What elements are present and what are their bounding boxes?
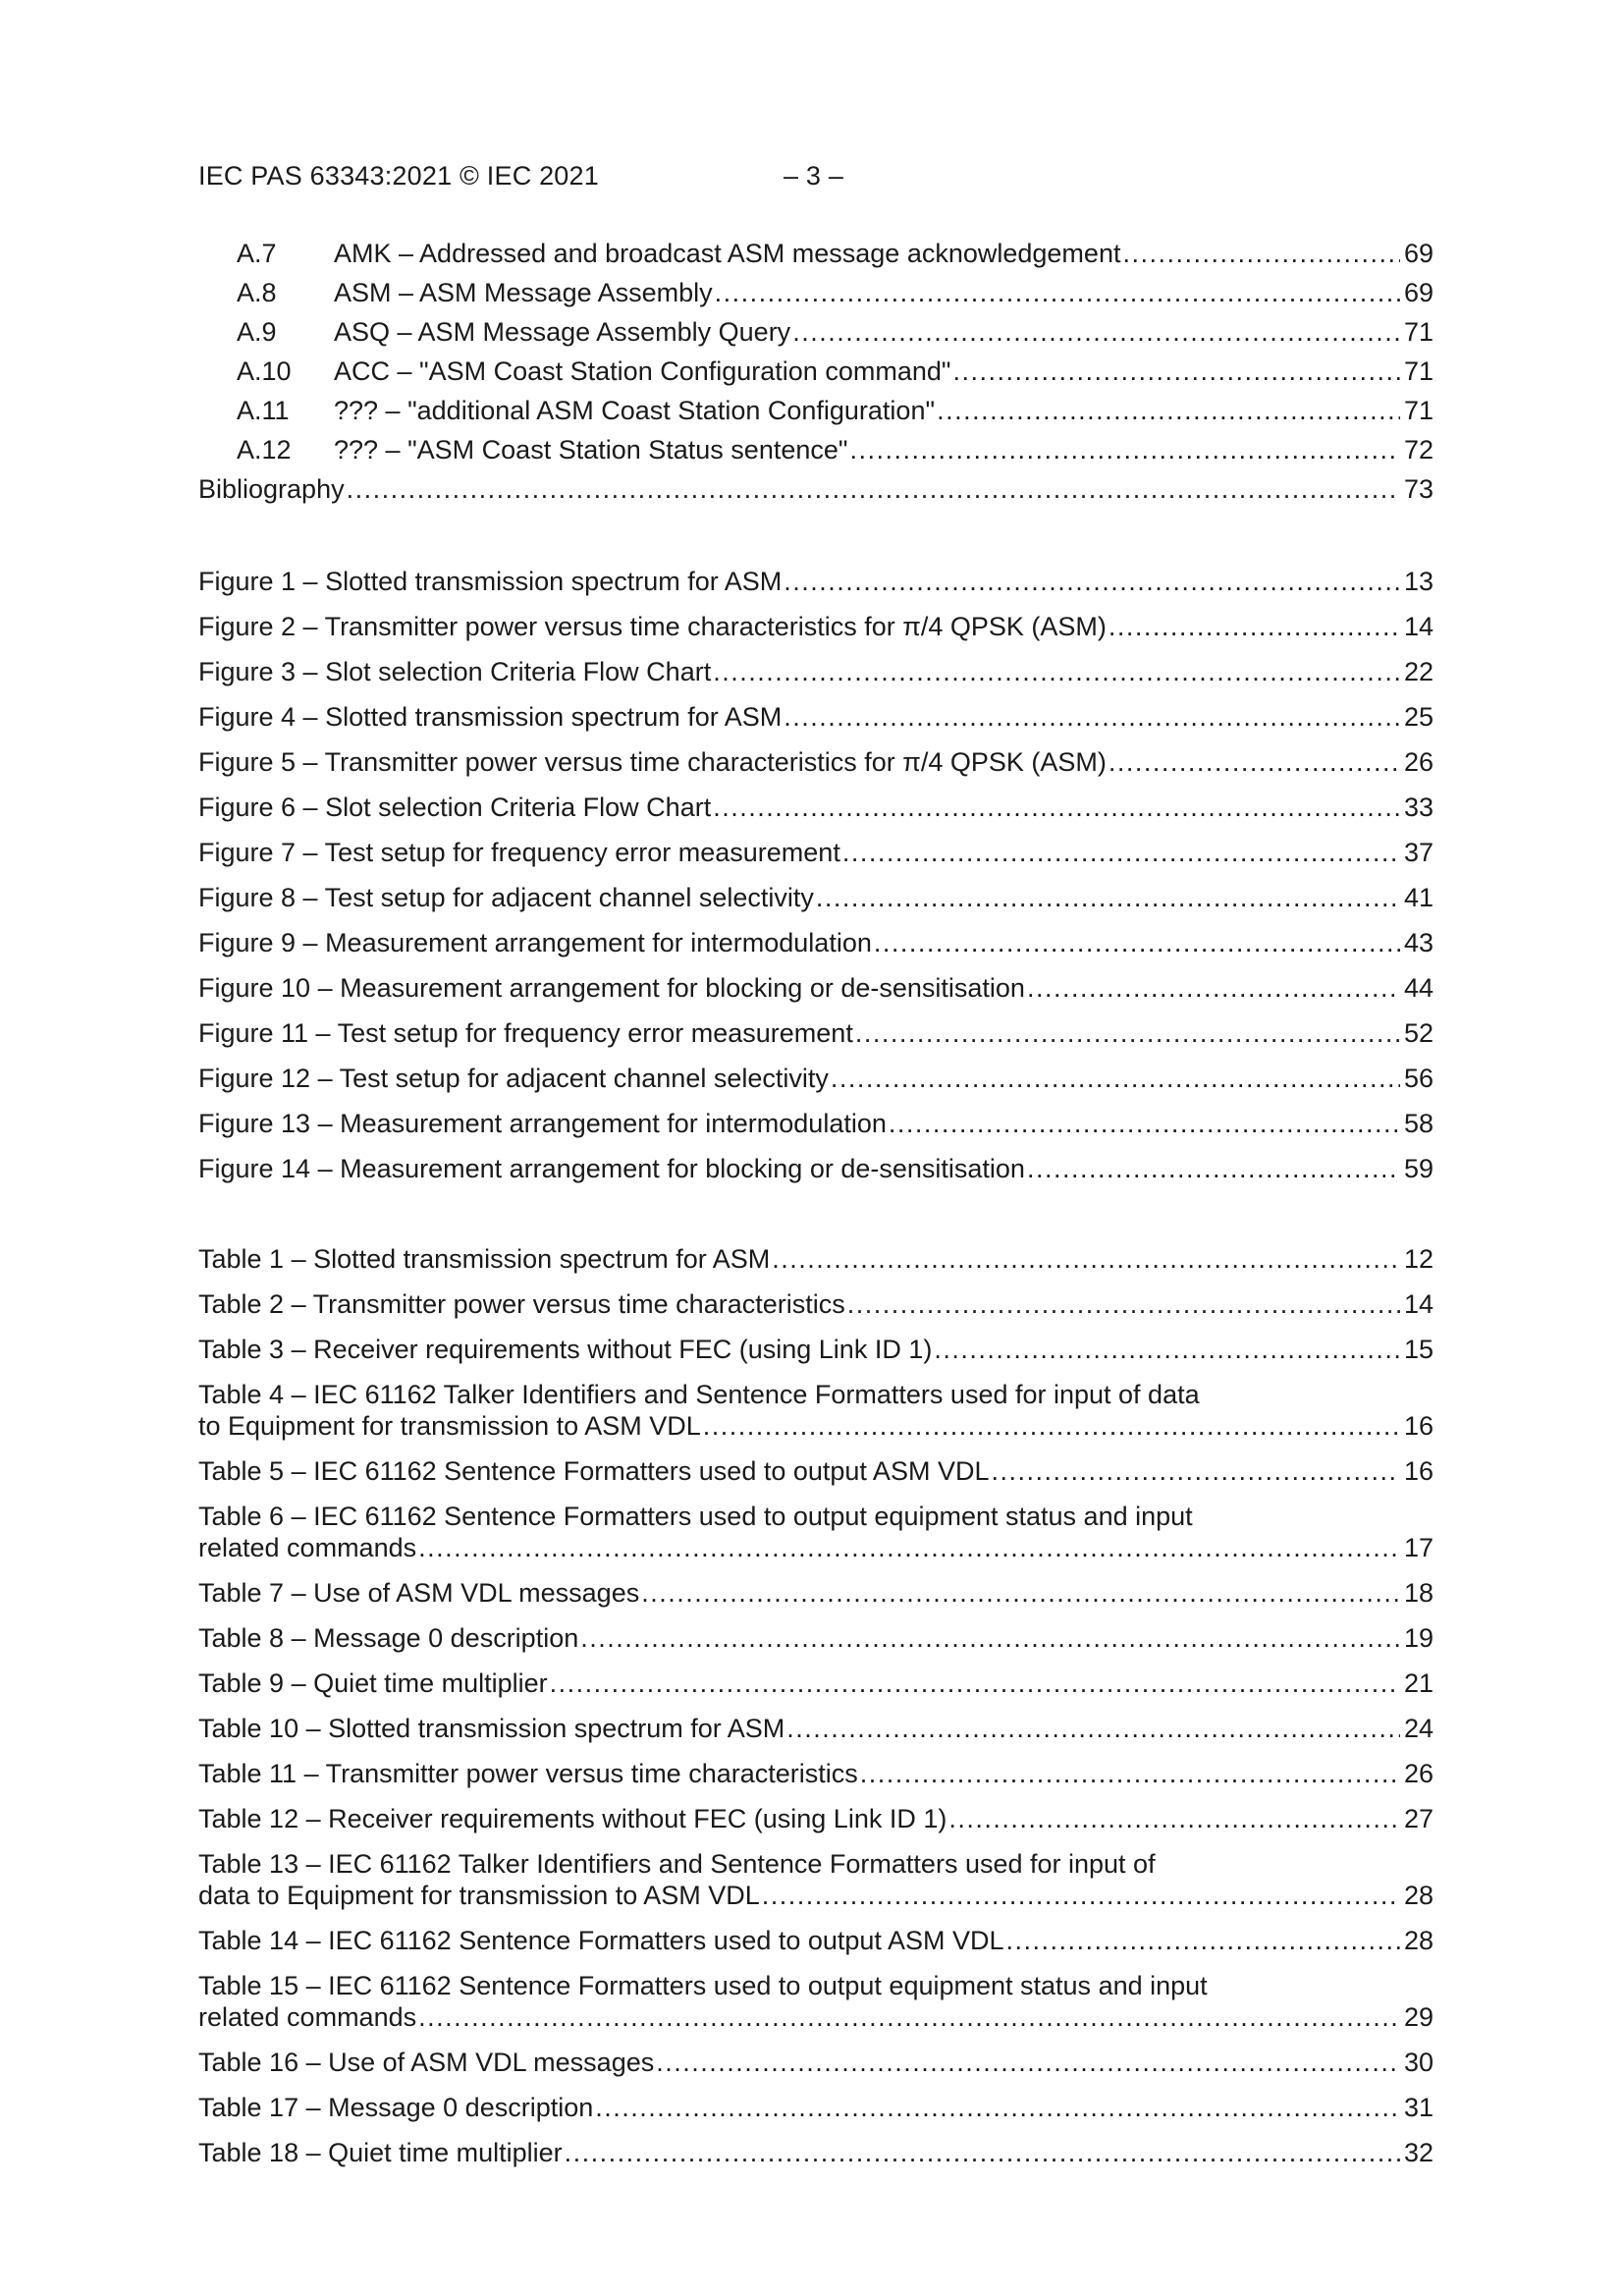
table-entry-title: data to Equipment for transmission to ASM VDL xyxy=(198,1881,760,1910)
table-entry-title: Table 9 – Quiet time multiplier xyxy=(198,1668,548,1698)
table-entry-title: Table 12 – Receiver requirements without FEC (using Link ID 1) xyxy=(198,1804,947,1833)
figure-entry-title: Figure 4 – Slotted transmission spectrum for ASM xyxy=(198,702,783,732)
dot-leader xyxy=(772,1243,1400,1275)
table-list-entry[interactable] xyxy=(198,1970,1434,2033)
dot-leader xyxy=(715,277,1400,308)
dot-leader xyxy=(418,2001,1400,2033)
figure-entry-page: 26 xyxy=(1403,747,1434,777)
toc-entry-title: ACC – "ASM Coast Station Configuration command" xyxy=(334,356,951,386)
toc-entry-a8[interactable] xyxy=(198,277,1434,308)
figure-entry-title: Figure 2 – Transmitter power versus time characteristics for π/4 QPSK (ASM) xyxy=(198,612,1107,641)
table-entry-page: 30 xyxy=(1403,2048,1434,2077)
figure-entry-page: 52 xyxy=(1403,1018,1434,1048)
dot-leader xyxy=(656,2047,1400,2078)
toc-entry-title: ASQ – ASM Message Assembly Query xyxy=(334,317,791,347)
table-entry-title: Table 16 – Use of ASM VDL messages xyxy=(198,2048,655,2077)
dot-leader xyxy=(937,395,1400,426)
toc-entry-number: A.11 xyxy=(237,396,290,425)
table-entry-page: 26 xyxy=(1403,1759,1434,1788)
table-list-entry[interactable] xyxy=(198,1334,1434,1365)
dot-leader xyxy=(565,2137,1400,2168)
dot-leader xyxy=(952,355,1400,387)
toc-entry-page: 71 xyxy=(1403,317,1434,347)
dot-leader xyxy=(948,1803,1400,1834)
toc-entry-number: A.9 xyxy=(237,317,277,347)
table-entry-page: 16 xyxy=(1403,1411,1434,1441)
dot-leader xyxy=(1122,238,1399,269)
toc-entry-a9[interactable] xyxy=(198,316,1434,348)
dot-leader xyxy=(713,656,1400,687)
figure-entry-title: Figure 11 – Test setup for frequency error measurement xyxy=(198,1018,853,1048)
table-entry-page: 18 xyxy=(1403,1578,1434,1608)
table-entry-title-line1: Table 13 – IEC 61162 Talker Identifiers and Sentence Formatters used for input of xyxy=(198,1849,1156,1879)
header-page-number: – 3 – xyxy=(784,161,844,191)
table-entry-page: 14 xyxy=(1403,1289,1434,1319)
dot-leader xyxy=(550,1667,1400,1699)
figure-list-entry[interactable] xyxy=(198,792,1434,823)
table-entry-page: 31 xyxy=(1403,2093,1434,2122)
toc-entry-number: A.7 xyxy=(237,239,277,268)
toc-entry-number: A.8 xyxy=(237,278,277,307)
toc-entry-title: ASM – ASM Message Assembly xyxy=(334,278,713,307)
dot-leader xyxy=(418,1532,1400,1563)
figure-list-entry[interactable] xyxy=(198,882,1434,913)
table-list-entry[interactable] xyxy=(198,2047,1434,2078)
table-entry-title: Table 11 – Transmitter power versus time characteristics xyxy=(198,1759,858,1788)
toc-entry-title: AMK – Addressed and broadcast ASM message acknowledgement xyxy=(334,239,1121,268)
dot-leader xyxy=(713,792,1400,823)
table-entry-title: Table 5 – IEC 61162 Sentence Formatters used to output ASM VDL xyxy=(198,1456,990,1486)
dot-leader xyxy=(889,1108,1400,1139)
figure-list-entry[interactable] xyxy=(198,972,1434,1004)
figure-list-entry[interactable] xyxy=(198,1153,1434,1184)
table-entry-title: related commands xyxy=(198,2002,417,2032)
toc-entry-a10[interactable] xyxy=(198,355,1434,387)
toc-entry-a11[interactable] xyxy=(198,395,1434,426)
dot-leader xyxy=(1109,746,1400,778)
table-list-entry[interactable] xyxy=(198,1243,1434,1275)
dot-leader xyxy=(1005,1925,1399,1956)
figure-entry-title: Figure 14 – Measurement arrangement for blocking or de-sensitisation xyxy=(198,1154,1025,1183)
toc-entry-number: A.10 xyxy=(237,356,292,386)
figure-entry-title: Figure 10 – Measurement arrangement for blocking or de-sensitisation xyxy=(198,973,1025,1003)
table-entry-title: Table 17 – Message 0 description xyxy=(198,2093,594,2122)
toc-entry-bibliography[interactable] xyxy=(198,473,1434,505)
dot-leader xyxy=(1027,1153,1400,1184)
table-list-entry[interactable] xyxy=(198,1379,1434,1442)
figure-entry-page: 25 xyxy=(1403,702,1434,732)
table-entry-title: Table 2 – Transmitter power versus time characteristics xyxy=(198,1289,845,1319)
dot-leader xyxy=(595,2092,1400,2123)
toc-entry-page: 69 xyxy=(1403,278,1434,307)
dot-leader xyxy=(1027,972,1400,1004)
figure-list-entry[interactable] xyxy=(198,927,1434,958)
figure-entry-title: Figure 9 – Measurement arrangement for intermodulation xyxy=(198,928,872,957)
figure-list-entry[interactable] xyxy=(198,1108,1434,1139)
dot-leader xyxy=(934,1334,1400,1365)
dot-leader xyxy=(1109,611,1400,642)
figure-list-entry[interactable] xyxy=(198,1017,1434,1049)
table-list-entry[interactable] xyxy=(198,1803,1434,1834)
table-entry-page: 21 xyxy=(1403,1668,1434,1698)
dot-leader xyxy=(784,566,1400,597)
toc-entry-page: 73 xyxy=(1403,474,1434,504)
table-entry-title: Table 7 – Use of ASM VDL messages xyxy=(198,1578,640,1608)
table-entry-title: to Equipment for transmission to ASM VDL xyxy=(198,1411,701,1441)
toc-entry-title: ??? – "ASM Coast Station Status sentence" xyxy=(334,435,848,465)
figure-entry-page: 44 xyxy=(1403,973,1434,1003)
table-list-entry[interactable] xyxy=(198,1713,1434,1744)
figure-list-entry[interactable] xyxy=(198,1063,1434,1094)
dot-leader xyxy=(347,473,1400,505)
table-entry-page: 19 xyxy=(1403,1623,1434,1653)
figure-entry-title: Figure 5 – Transmitter power versus time characteristics for π/4 QPSK (ASM) xyxy=(198,747,1107,777)
dot-leader xyxy=(874,927,1400,958)
dot-leader xyxy=(847,1288,1400,1320)
dot-leader xyxy=(792,316,1400,348)
figure-entry-page: 41 xyxy=(1403,883,1434,912)
toc-entry-page: 71 xyxy=(1403,396,1434,425)
toc-entry-page: 71 xyxy=(1403,356,1434,386)
toc-entry-title: Bibliography xyxy=(198,474,345,504)
table-entry-title: Table 1 – Slotted transmission spectrum for ASM xyxy=(198,1244,771,1274)
figure-entry-page: 43 xyxy=(1403,928,1434,957)
figure-entry-page: 37 xyxy=(1403,838,1434,867)
table-entry-page: 27 xyxy=(1403,1804,1434,1833)
figure-entry-title: Figure 8 – Test setup for adjacent channel selectivity xyxy=(198,883,814,912)
table-entry-page: 28 xyxy=(1403,1881,1434,1910)
figure-entry-title: Figure 12 – Test setup for adjacent channel selectivity xyxy=(198,1064,829,1093)
dot-leader xyxy=(842,837,1400,868)
table-list-entry[interactable] xyxy=(198,1848,1434,1911)
table-entry-page: 12 xyxy=(1403,1244,1434,1274)
table-entry-title: Table 8 – Message 0 description xyxy=(198,1623,579,1653)
figure-entry-title: Figure 7 – Test setup for frequency error measurement xyxy=(198,838,840,867)
table-list-entry[interactable] xyxy=(198,1925,1434,1956)
dot-leader xyxy=(784,701,1400,733)
header-standard-id: IEC PAS 63343:2021 © IEC 2021 xyxy=(198,161,599,191)
figure-list-entry[interactable] xyxy=(198,611,1434,642)
dot-leader xyxy=(641,1577,1400,1609)
table-list-entry[interactable] xyxy=(198,1758,1434,1789)
table-entry-title-line1: Table 4 – IEC 61162 Talker Identifiers and Sentence Formatters used for input of data xyxy=(198,1380,1200,1409)
figure-list-entry[interactable] xyxy=(198,701,1434,733)
table-entry-page: 17 xyxy=(1403,1533,1434,1562)
table-entry-page: 28 xyxy=(1403,1926,1434,1955)
table-entry-page: 24 xyxy=(1403,1714,1434,1743)
table-entry-page: 16 xyxy=(1403,1456,1434,1486)
figure-entry-page: 14 xyxy=(1403,612,1434,641)
table-list-entry[interactable] xyxy=(198,1288,1434,1320)
table-list-entry[interactable] xyxy=(198,2137,1434,2168)
figure-list-entry[interactable] xyxy=(198,746,1434,778)
table-entry-title-line1: Table 6 – IEC 61162 Sentence Formatters used to output equipment status and input xyxy=(198,1502,1193,1531)
table-list-entry[interactable] xyxy=(198,1455,1434,1487)
dot-leader xyxy=(816,882,1400,913)
table-entry-page: 29 xyxy=(1403,2002,1434,2032)
dot-leader xyxy=(849,434,1399,465)
table-list-entry[interactable] xyxy=(198,1501,1434,1563)
table-entry-page: 32 xyxy=(1403,2138,1434,2167)
figure-list-entry[interactable] xyxy=(198,656,1434,687)
figure-entry-page: 22 xyxy=(1403,657,1434,686)
dot-leader xyxy=(762,1880,1400,1911)
table-entry-title-line1: Table 15 – IEC 61162 Sentence Formatters used to output equipment status and input xyxy=(198,1971,1208,2000)
dot-leader xyxy=(855,1017,1400,1049)
figure-list-entry[interactable] xyxy=(198,566,1434,597)
dot-leader xyxy=(703,1410,1400,1442)
toc-entry-a7[interactable] xyxy=(198,238,1434,269)
table-entry-title: related commands xyxy=(198,1533,417,1562)
dot-leader xyxy=(831,1063,1400,1094)
table-entry-title: Table 18 – Quiet time multiplier xyxy=(198,2138,563,2167)
table-list-entry[interactable] xyxy=(198,1622,1434,1654)
figure-entry-title: Figure 6 – Slot selection Criteria Flow Chart xyxy=(198,793,712,822)
page-header xyxy=(198,161,844,191)
figure-entry-page: 56 xyxy=(1403,1064,1434,1093)
table-entry-title: Table 3 – Receiver requirements without FEC (using Link ID 1) xyxy=(198,1335,933,1364)
figure-list-entry[interactable] xyxy=(198,837,1434,868)
figure-entry-title: Figure 1 – Slotted transmission spectrum for ASM xyxy=(198,567,783,596)
dot-leader xyxy=(580,1622,1400,1654)
table-entry-title: Table 14 – IEC 61162 Sentence Formatters used to output ASM VDL xyxy=(198,1926,1004,1955)
table-entry-page: 15 xyxy=(1403,1335,1434,1364)
figure-entry-page: 59 xyxy=(1403,1154,1434,1183)
dot-leader xyxy=(860,1758,1400,1789)
figure-entry-title: Figure 3 – Slot selection Criteria Flow Chart xyxy=(198,657,712,686)
figure-entry-title: Figure 13 – Measurement arrangement for intermodulation xyxy=(198,1109,887,1138)
table-list-entry[interactable] xyxy=(198,2092,1434,2123)
figure-entry-page: 33 xyxy=(1403,793,1434,822)
table-list-entry[interactable] xyxy=(198,1667,1434,1699)
toc-entry-page: 69 xyxy=(1403,239,1434,268)
table-entry-title: Table 10 – Slotted transmission spectrum for ASM xyxy=(198,1714,785,1743)
table-list-entry[interactable] xyxy=(198,1577,1434,1609)
dot-leader xyxy=(991,1455,1399,1487)
figure-entry-page: 58 xyxy=(1403,1109,1434,1138)
toc-entry-a12[interactable] xyxy=(198,434,1434,465)
toc-entry-page: 72 xyxy=(1403,435,1434,465)
toc-entry-number: A.12 xyxy=(237,435,292,465)
toc-entry-title: ??? – "additional ASM Coast Station Configuration" xyxy=(334,396,936,425)
figure-entry-page: 13 xyxy=(1403,567,1434,596)
dot-leader xyxy=(786,1713,1400,1744)
